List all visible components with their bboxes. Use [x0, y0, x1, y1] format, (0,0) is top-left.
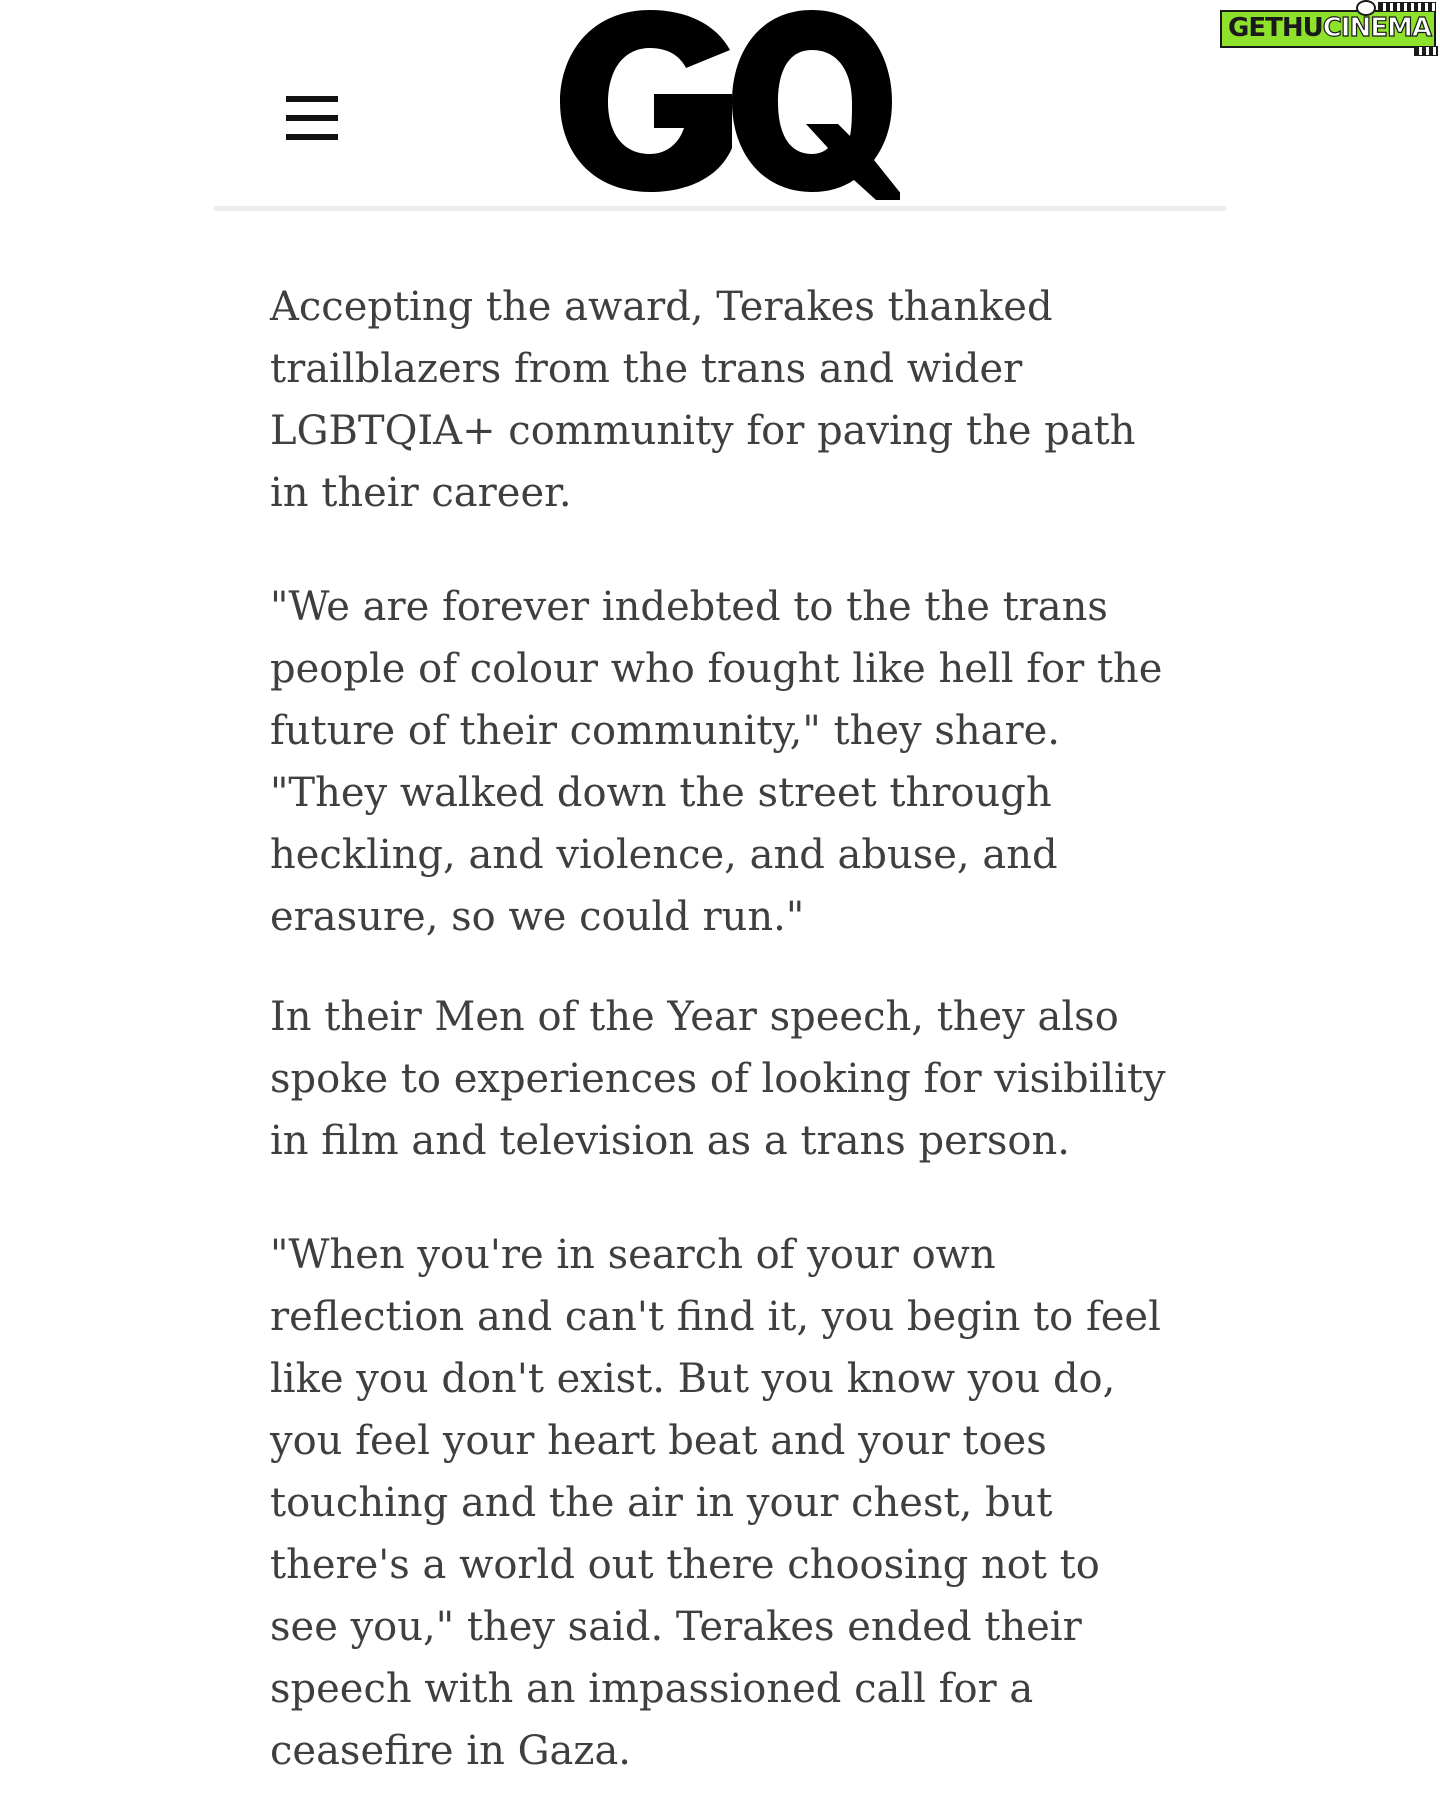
watermark-text: GETHUCINEMA: [1228, 13, 1431, 43]
film-strip-icon: [1378, 2, 1436, 12]
article-paragraph: In their Men of the Year speech, they also spoke to experiences of looking for visibility in film and television as a trans person.: [270, 994, 1166, 1164]
film-strip-icon: [1414, 46, 1438, 56]
site-header: [214, 0, 1226, 211]
article-paragraph: "When you're in search of your own reflection and can't find it, you begin to feel like you don't exist. But you know you do, you feel your heart beat and your toes touching and the air in your chest, but there's a world out there choosing not to see you," they said. Terakes ended their speech with an impassioned call for a ceasefire in Gaza.: [270, 1232, 1161, 1774]
watermark-logo: [1218, 0, 1440, 56]
article-paragraph: "We are forever indebted to the the trans people of colour who fought like hell for the future of their community," they share. "They walked down the street through heckling, and violence, and abuse, and erasure, so we could run.": [270, 584, 1163, 940]
hamburger-menu-icon[interactable]: [286, 96, 338, 140]
gq-logo[interactable]: [560, 10, 900, 200]
article-body: [270, 276, 1170, 1782]
article-paragraph: Accepting the award, Terakes thanked trailblazers from the trans and wider LGBTQIA+ community for paving the path in their career.: [270, 284, 1136, 516]
